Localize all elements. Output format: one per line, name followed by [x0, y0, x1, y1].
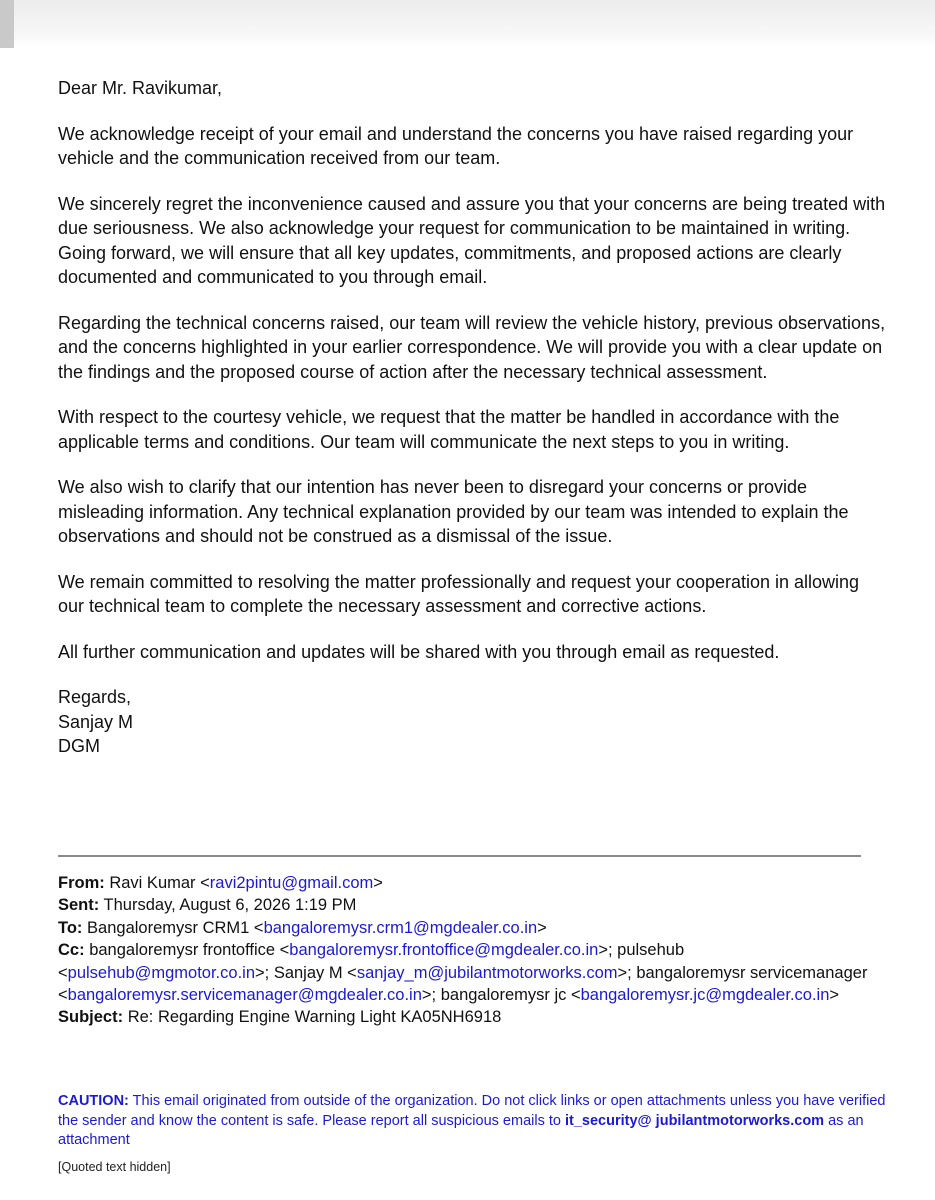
divider [58, 855, 861, 857]
paragraph: With respect to the courtesy vehicle, we request that the matter be handled in accordance with the applicable terms and conditions. Our team will communicate the next steps to you in writing. [58, 407, 840, 452]
cc-email-link[interactable]: bangaloremysr.frontoffice@mgdealer.co.in [289, 941, 599, 960]
cc-name: bangaloremysr jc [440, 986, 567, 1005]
email-body [58, 76, 888, 797]
cc-email-link[interactable]: bangaloremysr.jc@mgdealer.co.in [580, 986, 830, 1005]
from-label: From: [58, 874, 105, 892]
signer-name: Sanjay M [58, 711, 134, 732]
to-name: Bangaloremysr CRM1 [87, 918, 250, 937]
paragraph: We sincerely regret the inconvenience caused and assure you that your concerns are being treated with due seriousness. We also acknowledge your request for communication to be maintained in writing. Going forward, we will ensure that all key updates, commitments, and proposed actions are clearly documented and communicated to you through email. [58, 193, 886, 287]
cc-email-link[interactable]: bangaloremysr.servicemanager@mgdealer.co.in [67, 986, 422, 1005]
caution-label: CAUTION: [58, 1093, 129, 1109]
quoted-text-toggle[interactable]: [Quoted text hidden] [58, 1160, 171, 1174]
cc-email-link[interactable]: sanjay_m@jubilantmotorworks.com [356, 963, 618, 982]
subject-label: Subject: [58, 1008, 124, 1027]
caution-text: This email originated from outside of the organization. Do not click links or open attachments unless you have verified the sender and know the content is safe. Please report all suspicious emails to [58, 1093, 886, 1129]
top-bar [0, 0, 935, 48]
from-name: Ravi Kumar [109, 874, 196, 892]
sent-label: Sent: [58, 896, 100, 915]
subject-value: Re: Regarding Engine Warning Light KA05NH6918 [127, 1008, 502, 1027]
cc-label: Cc: [58, 941, 85, 960]
signature [58, 685, 888, 759]
to-row: To: Bangaloremysr CRM1 <bangaloremysr.crm1@mgdealer.co.in> [58, 918, 547, 937]
top-bar-edge [0, 0, 14, 48]
sent-row [58, 894, 898, 916]
to-email-link[interactable]: bangaloremysr.crm1@mgdealer.co.in [263, 918, 538, 937]
cc-name: bangaloremysr servicemanager [636, 963, 868, 982]
to-label: To: [58, 918, 83, 937]
cc-name: pulsehub [617, 941, 685, 960]
greeting: Dear Mr. Ravikumar, [58, 78, 223, 98]
cc-name: bangaloremysr frontoffice [89, 941, 276, 960]
sent-value: Thursday, August 6, 2026 1:19 PM [103, 896, 357, 915]
signer-title: DGM [58, 736, 100, 756]
cc-name: Sanjay M [273, 963, 343, 982]
paragraph: We acknowledge receipt of your email and understand the concerns you have raised regarding your vehicle and the communication received from our team. [58, 123, 854, 168]
from-row: From: Ravi Kumar <ravi2pintu@gmail.com> [58, 874, 383, 892]
caution-suffix: as an attachment [58, 1112, 864, 1148]
caution-banner [58, 1092, 888, 1151]
cc-email-link[interactable]: pulsehub@mgmotor.co.in [67, 963, 255, 982]
paragraph: We remain committed to resolving the matter professionally and request your cooperation in allowing our technical team to complete the necessary assessment and corrective actions. [58, 571, 860, 616]
paragraph: We also wish to clarify that our intention has never been to disregard your concerns or provide misleading information. Any technical explanation provided by our team was intended to explain the observations and should not be construed as a dismissal of the issue. [58, 477, 849, 546]
cc-row: Cc: bangaloremysr frontoffice <bangaloremysr.frontoffice@mgdealer.co.in>; pulsehub <pulsehub@mgmotor.co.in>; Sanjay M <sanjay_m@jubilantmotorworks.com>; bangaloremysr servicemanager <bangaloremysr.servicemanager@mgdealer.co.in>; bangaloremysr jc <bangaloremysr.jc@mgdealer.co.in> [58, 941, 868, 1005]
paragraph: Regarding the technical concerns raised, our team will review the vehicle history, previous observations, and the concerns highlighted in your earlier correspondence. We will provide you with a clear update on the findings and the proposed course of action after the necessary technical assessment. [58, 312, 886, 382]
closing: Regards, [58, 687, 132, 707]
paragraph: All further communication and updates will be shared with you through email as requested. [58, 641, 780, 662]
from-email-link[interactable]: ravi2pintu@gmail.com [209, 874, 374, 892]
quoted-header [58, 872, 898, 1029]
subject-row [58, 1006, 898, 1028]
security-email-link[interactable]: it_security@ jubilantmotorworks.com [564, 1112, 825, 1129]
